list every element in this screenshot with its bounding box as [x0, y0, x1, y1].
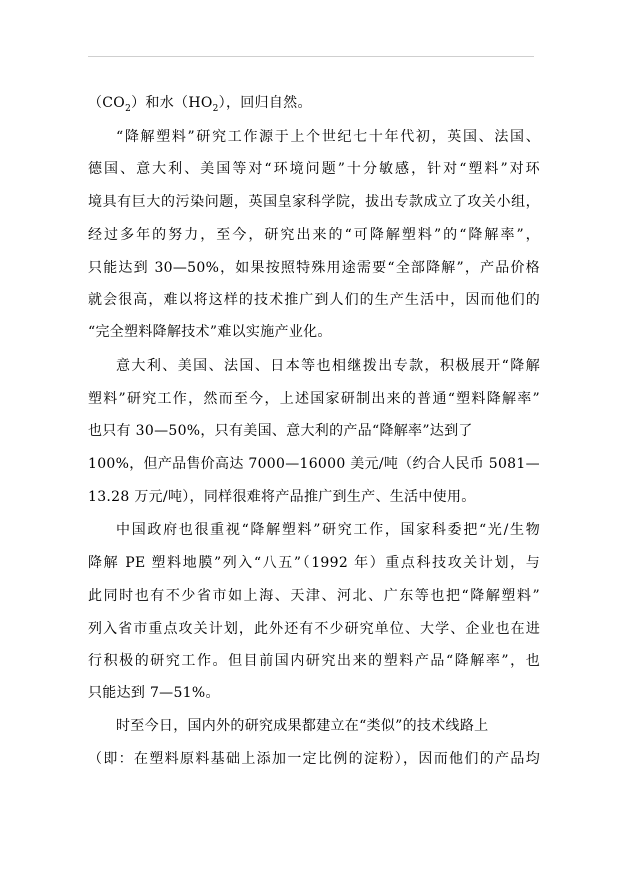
text-line-8: “完全塑料降解技术”难以实施产业化。 [88, 324, 332, 340]
text-line-9: 意大利、美国、法国、日本等也相继拨出专款，积极展开“降解 [116, 358, 540, 374]
text-line-7: 就会很高，难以将这样的技术推广到人们的生产生活中，因而他们的 [88, 292, 540, 308]
text-line-4: 境具有巨大的污染问题，英国皇家科学院，拔出专款成立了攻关小组， [88, 194, 540, 210]
header-rule [88, 56, 534, 57]
text-line-2: “降解塑料”研究工作源于上个世纪七十年代初，英国、法国、 [116, 129, 540, 145]
text-line-18: 行积极的研究工作。但目前国内研究出来的塑料产品“降解率”，也 [88, 653, 540, 669]
text-line-11: 也只有 30—50%，只有美国、意大利的产品“降解率”达到了 [88, 423, 473, 439]
text-line-20: 时至今日，国内外的研究成果都建立在“类似”的技术线路上 [116, 718, 489, 734]
text-line-14: 中国政府也很重视“降解塑料”研究工作，国家科委把“光/生物 [116, 522, 540, 538]
text-line-6: 只能达到 30—50%，如果按照特殊用途需要“全部降解”，产品价格 [88, 260, 540, 276]
text-line-10: 塑料”研究工作，然而至今，上述国家研制出来的普通“塑料降解率” [88, 391, 540, 407]
text-line-13: 13.28 万元/吨），同样很难将产品推广到生产、生活中使用。 [88, 489, 476, 505]
text-line-3: 德国、意大利、美国等对“环境问题”十分敏感，针对“塑料”对环 [88, 161, 540, 177]
text-line-5: 经过多年的努力，至今，研究出来的“可降解塑料”的“降解率”， [88, 227, 540, 243]
text-line-17: 列入省市重点攻关计划，此外还有不少研究单位、大学、企业也在进 [88, 621, 540, 637]
text-line-12: 100%，但产品售价高达 7000—16000 美元/吨（约合人民币 5081— [88, 456, 540, 472]
text-line-15: 降解 PE 塑料地膜”列入“八五”（1992 年）重点科技攻关计划，与 [88, 555, 540, 571]
text-line-21: （即：在塑料原料基础上添加一定比例的淀粉），因而他们的产品均 [88, 751, 540, 767]
text-line-16: 此同时也有不少省市如上海、天津、河北、广东等也把“降解塑料” [88, 588, 540, 604]
text-line-19: 只能达到 7—51%。 [88, 685, 220, 701]
text-line-1: $(CO_2)$和水$(HO_2)$，回归自然。 [88, 95, 312, 114]
